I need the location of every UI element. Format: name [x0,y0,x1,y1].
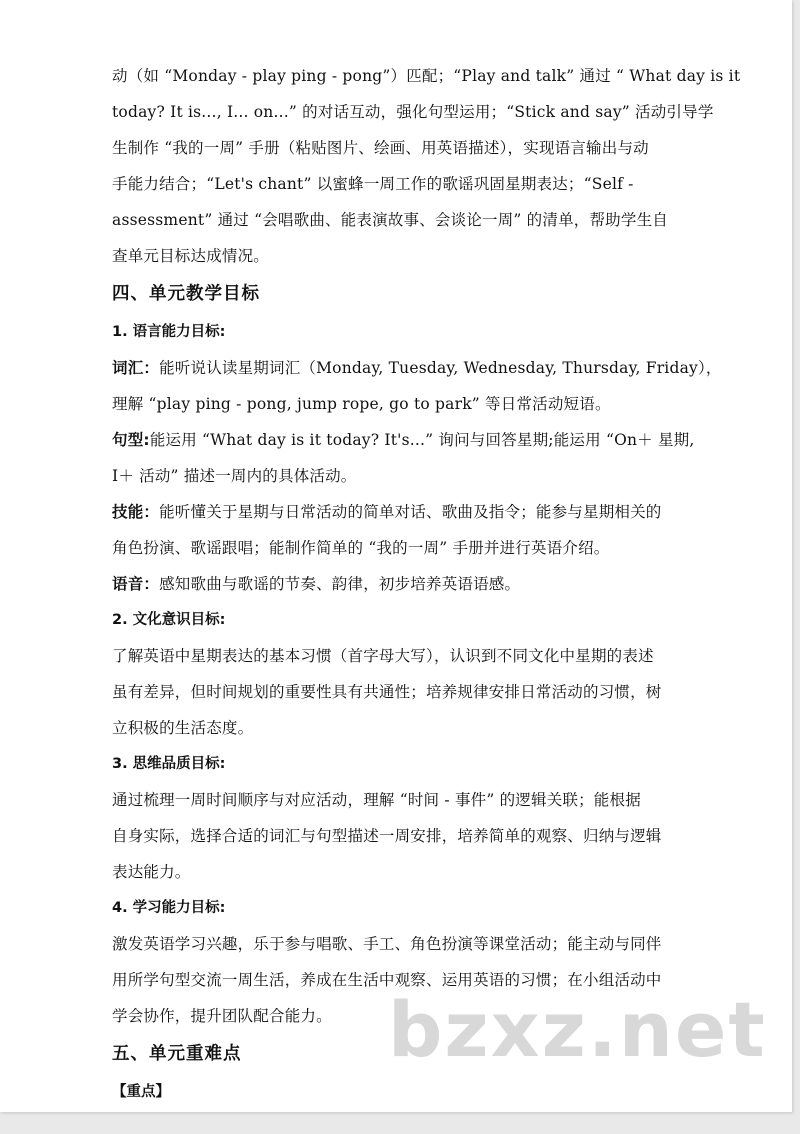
text-line [112,422,695,458]
subsection-heading-language: 1. 语言能力目标: [112,324,226,340]
text-line: 动（如 “Monday - play ping - pong”）匹配；“Play and talk” 通过 “ What day is it [112,67,741,85]
text-line: 学会协作，提升团队配合能力。 [112,1007,332,1025]
skill-paragraph [112,494,692,566]
phonics-text: 感知歌曲与歌谣的节奏、韵律，初步培养英语语感。 [159,575,521,593]
text-line: assessment” 通过 “会唱歌曲、能表演故事、会谈论一周” 的清单，帮助学生自 [112,211,668,229]
text-line [112,350,722,386]
skill-label: 技能： [112,503,160,521]
text-line [112,566,692,602]
page-content [112,58,741,1110]
text-line: 自身实际，选择合适的词汇与句型描述一周安排，培养简单的观察、归纳与逻辑 [112,827,662,845]
subsection-heading-culture: 2. 文化意识目标: [112,612,226,628]
subsection-heading-learning: 4. 学习能力目标: [112,900,226,916]
phonics-label: 语音： [112,575,160,593]
sentence-label: 句型: [112,431,150,449]
subsection-heading-thinking: 3. 思维品质目标: [112,756,226,772]
text-line: 理解 “play ping - pong, jump rope, go to park” 等日常活动短语。 [112,395,611,413]
phonics-paragraph [112,566,692,602]
text-line: 立积极的生活态度。 [112,719,254,737]
vocab-label: 词汇： [112,359,160,377]
watermark: bzxz.net [388,985,767,1074]
text-line: 查单元目标达成情况。 [112,247,270,265]
text-line: 手能力结合；“Let's chant” 以蜜蜂一周工作的歌谣巩固星期表达；“Self - [112,175,634,193]
vocab-paragraph [112,350,722,422]
text-line: 生制作 “我的一周” 手册（粘贴图片、绘画、用英语描述），实现语言输出与动 [112,139,649,157]
text-line: today? It is..., I... on...” 的对话互动，强化句型运用；“Stick and say” 活动引导学 [112,103,714,121]
thinking-paragraph [112,782,692,890]
sentence-paragraph [112,422,695,494]
text-line: 了解英语中星期表达的基本习惯（首字母大写），认识到不同文化中星期的表述 [112,647,654,665]
text-line: 用所学句型交流一周生活，养成在生活中观察、运用英语的习惯；在小组活动中 [112,971,662,989]
skill-text: 能听懂关于星期与日常活动的简单对话、歌曲及指令；能参与星期相关的 [159,503,662,521]
text-line: I＋ 活动” 描述一周内的具体活动。 [112,467,357,485]
text-line: 通过梳理一周时间顺序与对应活动，理解 “时间 - 事件” 的逻辑关联；能根据 [112,791,641,809]
vocab-text: 能听说认读星期词汇（Monday, Tuesday, Wednesday, Thursday, Friday）， [159,359,722,377]
text-line: 虽有差异，但时间规划的重要性具有共通性；培养规律安排日常活动的习惯，树 [112,683,662,701]
text-line [112,494,692,530]
text-line: 表达能力。 [112,863,191,881]
text-line: 角色扮演、歌谣跟唱；能制作简单的 “我的一周” 手册并进行英语介绍。 [112,539,610,557]
sentence-text: 能运用 “What day is it today? It's...” 询问与回答星期;能运用 “On＋ 星期, [149,431,695,449]
section-heading-5: 五、单元重难点 [112,1044,242,1064]
key-points-label: 【重点】 [112,1084,170,1100]
culture-paragraph [112,638,692,746]
text-line: 激发英语学习兴趣，乐于参与唱歌、手工、角色扮演等课堂活动；能主动与同伴 [112,935,662,953]
section-heading-4: 四、单元教学目标 [112,284,260,304]
intro-paragraph [112,58,741,274]
